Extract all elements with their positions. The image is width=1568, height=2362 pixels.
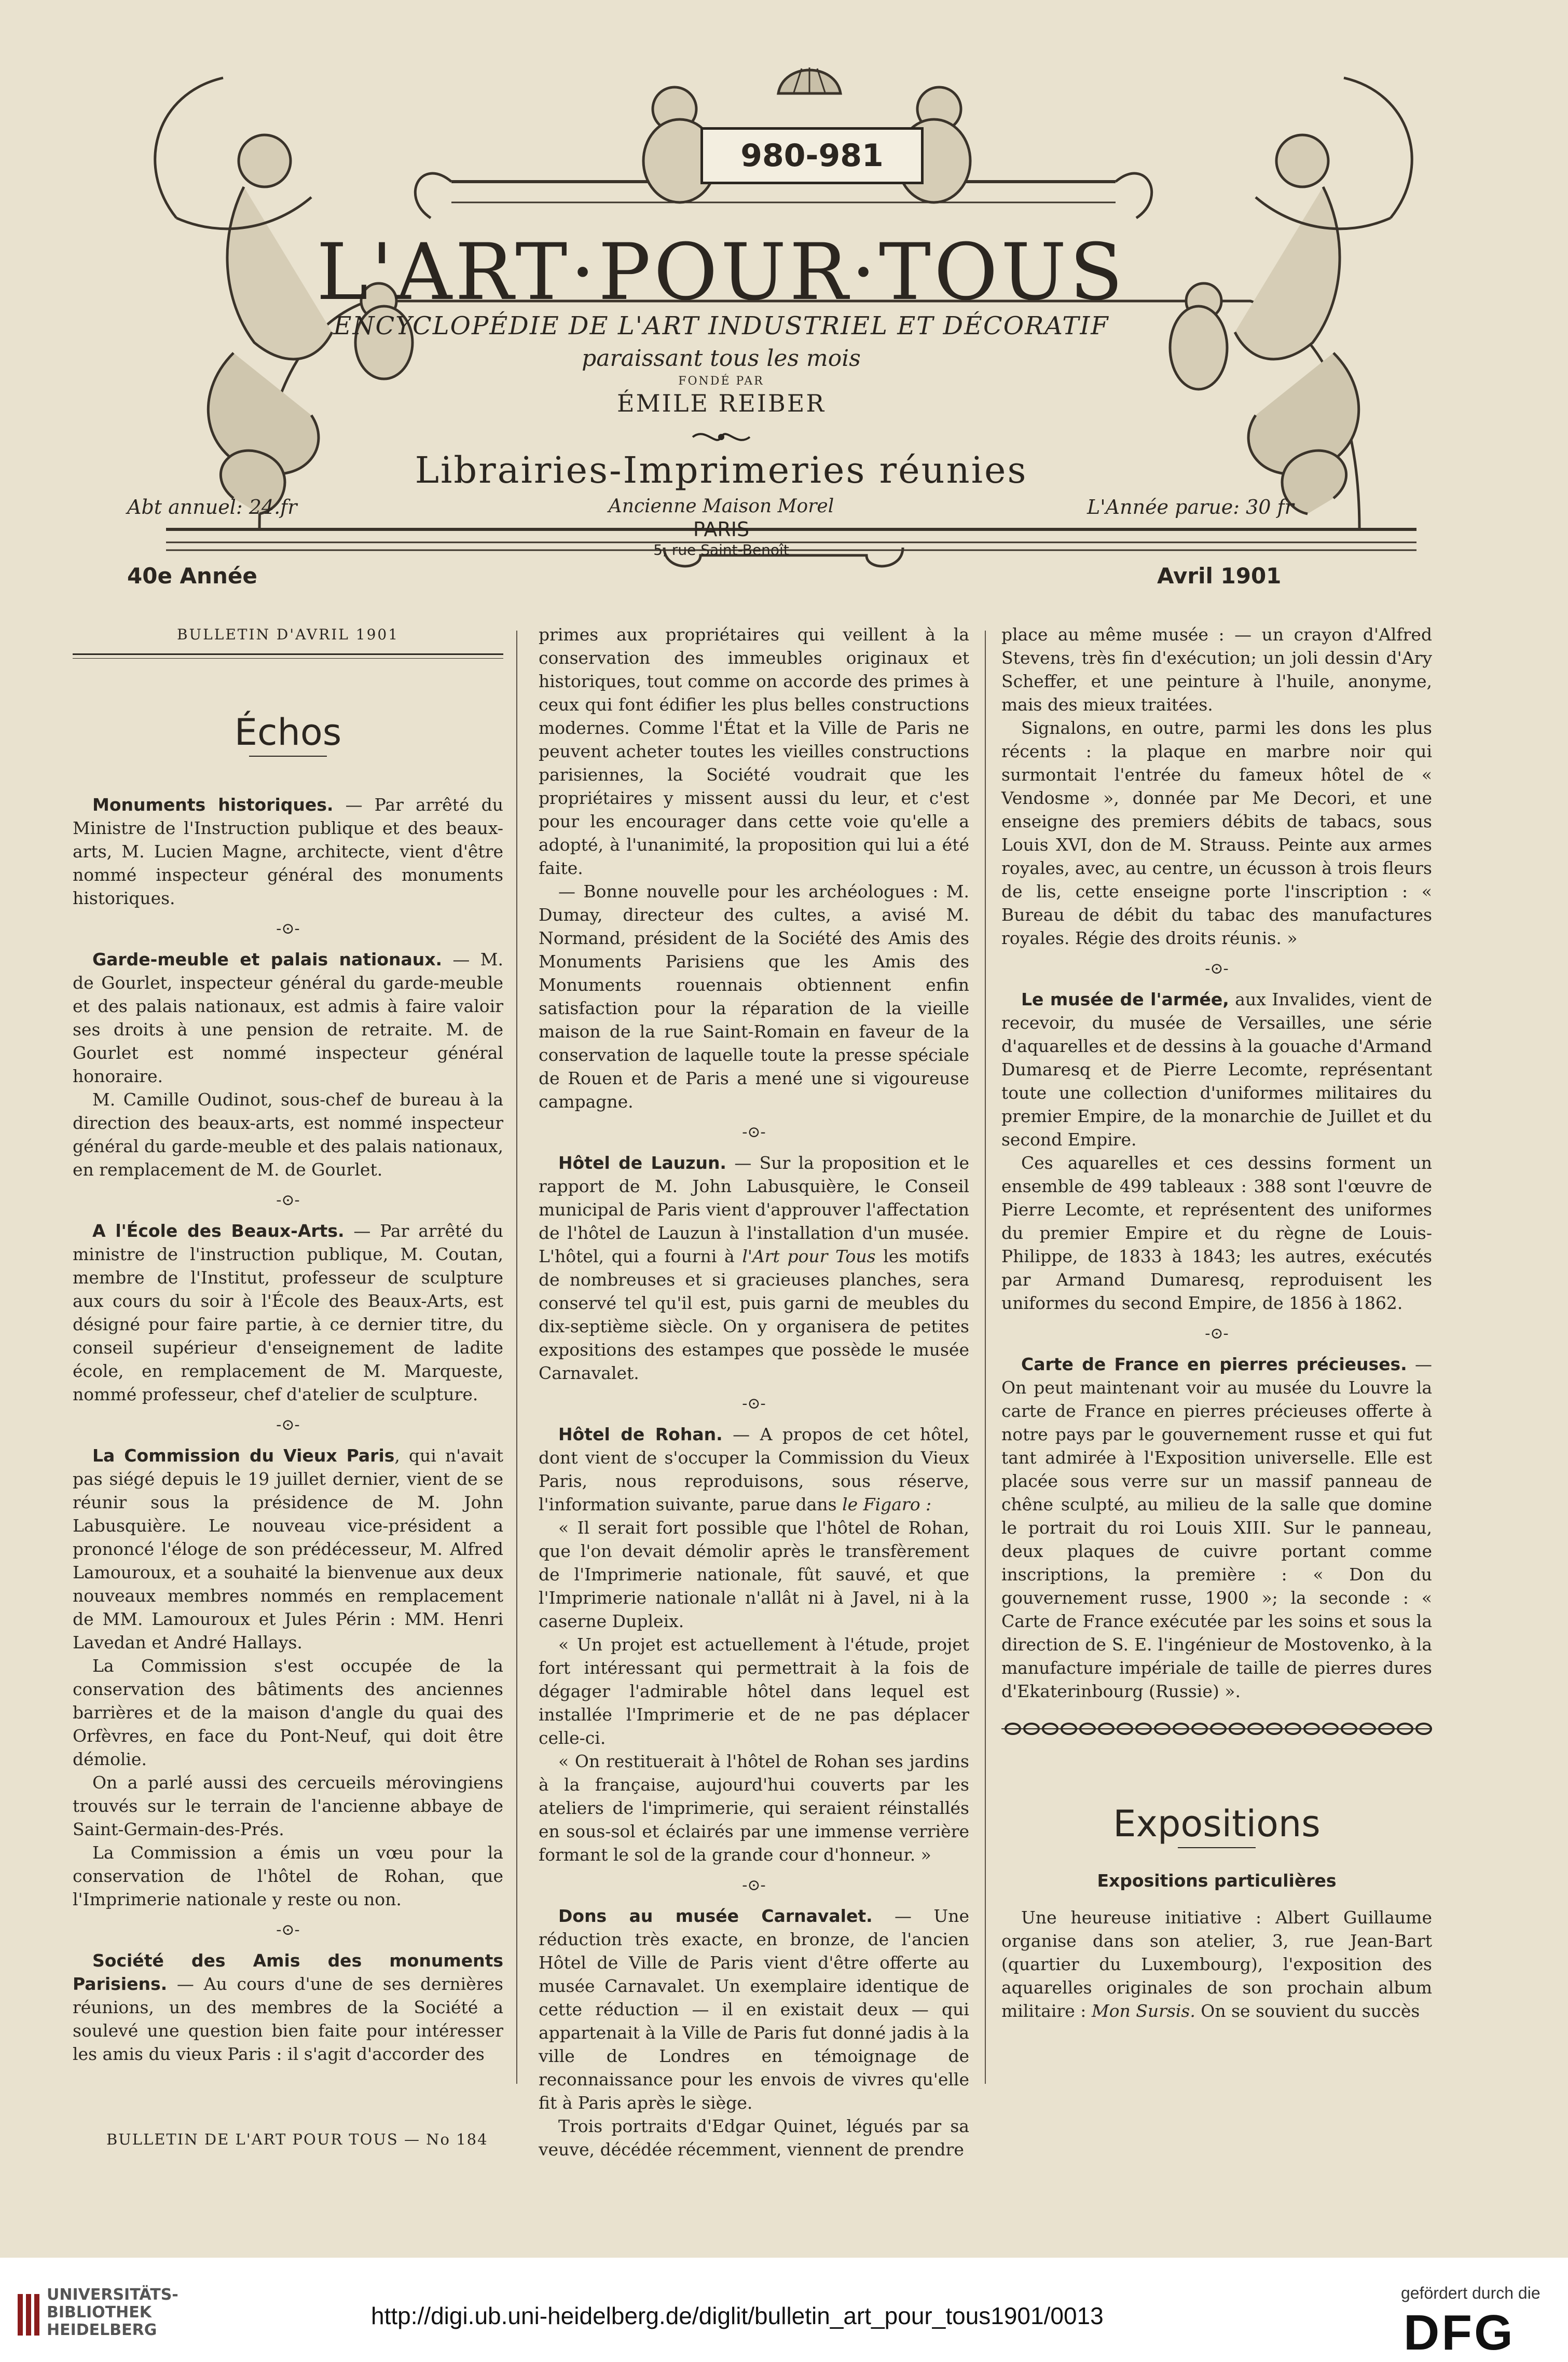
- volume-year: 40e Année: [127, 563, 257, 589]
- article-paragraph: Signalons, en outre, parmi les dons les plus récents : la plaque en marbre noir qui surmontait l'entrée du fameux hôtel de « Vendosme », donnée par Me Decori, et une enseigne des premiers débits de tabacs, sous Louis XVI, don de M. Strauss. Peinte aux armes royales, avec, au centre, un écusson à trois fleurs de lis, cette enseigne porte l'inscription : « Bureau de débit du tabac des manufactures royales. Régie des droits réunis. »: [1001, 718, 1432, 948]
- section-title-expositions: Expositions: [1113, 1803, 1321, 1845]
- article-societe-amis: [73, 1949, 503, 2066]
- article-paragraph: place au même musée : — un crayon d'Alfred Stevens, très fin d'exécution; un joli dessin d'Ary Scheffer, et une peinture à l'huile, anonyme, mais des mieux traitées.: [1001, 624, 1432, 715]
- university-line: UNIVERSITÄTS-: [47, 2286, 178, 2304]
- publisher-address: 5, rue Saint-Benoît: [653, 541, 789, 558]
- article-vieux-paris: [73, 1444, 503, 1654]
- column-3: [1001, 623, 1432, 2023]
- article-head: Société des Amis des monuments Parisiens.: [73, 1950, 503, 1994]
- article-italic: le Figaro :: [842, 1494, 932, 1514]
- university-line: BIBLIOTHEK: [47, 2303, 152, 2322]
- founder-name: ÉMILE REIBER: [616, 389, 826, 417]
- page-footer: BULLETIN DE L'ART POUR TOUS — No 184: [106, 2131, 488, 2148]
- article-guillaume: [1001, 1906, 1432, 2023]
- issue-date: Avril 1901: [1157, 563, 1282, 589]
- article-paragraph: primes aux propriétaires qui veillent à la conservation des immeubles originaux et historiques, tout comme on accorde des primes à ceux qui font édifier les plus belles constructions modernes. Comme l'État et la Ville de Paris ne peuvent acheter toutes les vieilles constructions parisiennes, la Société voudrait que les propriétaires y missent aussi du leur, et c'est pour les encourager dans cette voie qu'elle a adopté, à l'unanimité, la proposition qui lui a été faite.: [539, 624, 969, 878]
- founded-by-label: FONDÉ PAR: [678, 375, 764, 388]
- issue-number: 980-981: [700, 127, 924, 184]
- article-paragraph: « On restituerait à l'hôtel de Rohan ses jardins à la française, aujourd'hui couverts par les ateliers de l'imprimerie, qui seraient réinstallés en sous-sol et éclairés par une immense verrière formant le sol de la grande cour d'honneur. »: [539, 1751, 969, 1865]
- separator: -⊙-: [276, 1191, 300, 1209]
- title-rule: [249, 756, 327, 757]
- article-paragraph: — Bonne nouvelle pour les archéologues : M. Dumay, directeur des cultes, a avisé M. Normand, président de la Société des Amis des Monuments Parisiens que les Amis des Monuments rouennais obtiennent enfin satisfaction pour la réparation de la vieille maison de la rue Saint-Romain en faveur de la conservation de laquelle toute la presse spéciale de Rouen et de Paris a mené une si vigoureuse campagne.: [539, 881, 969, 1112]
- separator: -⊙-: [1205, 1325, 1229, 1343]
- article-italic: l'Art pour Tous: [742, 1246, 876, 1266]
- article-text: — A propos de cet hôtel, dont vient de s'occuper la Commission du Vieux Paris, nous reproduisons, sous réserve, l'information suivante, parue dans: [539, 1424, 969, 1514]
- article-paragraph: Trois portraits d'Edgar Quinet, légués par sa veuve, décédée récemment, viennent de prendre: [539, 2116, 969, 2160]
- subscription-price: Abt annuel: 24.fr: [127, 496, 297, 518]
- journal-title: L'ART·POUR·TOUS: [316, 227, 1126, 318]
- separator: -⊙-: [742, 1876, 766, 1894]
- separator: -⊙-: [276, 1921, 300, 1939]
- article-monuments: [73, 793, 503, 910]
- article-rohan: [539, 1423, 969, 1516]
- ornament-icon: [690, 427, 752, 447]
- article-paragraph: Ces aquarelles et ces dessins forment un ensemble de 499 tableaux : 388 sont l'œuvre de Pierre Lecomte, et représentent des uniformes du premier Empire et du règne de Louis-Philippe, de 1833 à 1843; les autres, exécutés par Armand Dumaresq, reproduisent les uniformes du second Empire, de 1856 à 1862.: [1001, 1153, 1432, 1313]
- column-2: [539, 623, 969, 2161]
- permalink[interactable]: http://digi.ub.uni-heidelberg.de/diglit/bulletin_art_pour_tous1901/0013: [371, 2302, 1104, 2329]
- periodicity: paraissant tous les mois: [582, 345, 861, 372]
- bulletin-heading: BULLETIN D'AVRIL 1901: [176, 626, 400, 643]
- article-text: — M. de Gourlet, inspecteur général du garde-meuble et des palais nationaux, est admis à faire valoir ses droits à une pension de retraite. M. de Gourlet est nommé inspecteur général honoraire.: [73, 949, 503, 1086]
- publisher-name: Librairies-Imprimeries réunies: [415, 449, 1028, 491]
- article-head: Monuments historiques.: [92, 795, 334, 815]
- annual-price: L'Année parue: 30 fr: [1087, 496, 1294, 518]
- article-garde-meuble: [73, 948, 503, 1088]
- separator: -⊙-: [276, 920, 300, 938]
- article-text: aux Invalides, vient de recevoir, du musée de Versailles, une série d'aquarelles et de dessins à la gouache d'Armand Dumaresq et de Pierre Lecomte, représentant toute une collection d'uniformes militaires du premier Empire, de la monarchie de Juillet et du second Empire.: [1001, 989, 1432, 1150]
- university-logo-icon: [15, 2289, 43, 2341]
- funding-label: gefördert durch die: [1401, 2284, 1541, 2302]
- subsection-title: Expositions particulières: [1097, 1871, 1337, 1891]
- article-text: Une heureuse initiative : Albert Guillaume organise dans son atelier, 3, rue Jean-Bart (quartier du Luxembourg), l'exposition des aquarelles originales de son prochain album militaire :: [1001, 1907, 1432, 2021]
- former-house: Ancienne Maison Morel: [608, 496, 834, 517]
- article-musee-armee: [1001, 988, 1432, 1151]
- article-paragraph: « Un projet est actuellement à l'étude, projet fort intéressant qui permettrait à la fois de dégager l'admirable hôtel dans lequel est installée l'Imprimerie et de ne pas déplacer celle-ci.: [539, 1634, 969, 1748]
- dfg-logo: DFG: [1404, 2305, 1515, 2360]
- article-italic: Mon Sursis.: [1091, 2001, 1195, 2021]
- article-lauzun: [539, 1151, 969, 1385]
- title-rule: [1178, 1847, 1256, 1848]
- column-1: [73, 623, 503, 2066]
- article-head: A l'École des Beaux-Arts.: [92, 1221, 345, 1241]
- separator: -⊙-: [1205, 960, 1229, 978]
- publisher-city: PARIS: [693, 518, 750, 541]
- university-line: HEIDELBERG: [47, 2321, 157, 2339]
- article-text: les motifs de nombreuses et si gracieuses planches, sera conservé tel qu'il est, puis garni de meubles du dix-septième siècle. On y organisera de petites expositions des estampes que possède le musée Carnavalet.: [539, 1246, 970, 1383]
- column-divider: [985, 631, 986, 2084]
- column-divider: [516, 631, 517, 2084]
- article-head: Carte de France en pierres précieuses.: [1021, 1354, 1407, 1374]
- article-text: — Par arrêté du Ministre de l'Instruction publique et des beaux-arts, M. Lucien Magne, architecte, vient d'être nommé inspecteur général des monuments historiques.: [73, 795, 503, 908]
- article-paragraph: « Il serait fort possible que l'hôtel de Rohan, que l'on devait démolir après le transfèrement de l'Imprimerie nationale, fût sauvé, et que l'Imprimerie nationale n'allât ni à Javel, ni à la caserne Dupleix.: [539, 1518, 969, 1631]
- article-carnavalet: [539, 1904, 969, 2114]
- separator: -⊙-: [276, 1416, 300, 1434]
- article-paragraph: M. Camille Oudinot, sous-chef de bureau à la direction des beaux-arts, est nommé inspecteur général du garde-meuble et des palais nationaux, en remplacement de M. de Gourlet.: [73, 1089, 503, 1180]
- article-beaux-arts: [73, 1219, 503, 1406]
- article-carte-france: [1001, 1353, 1432, 1703]
- double-rule: [73, 653, 503, 659]
- journal-subtitle: ENCYCLOPÉDIE DE L'ART INDUSTRIEL ET DÉCORATIF: [333, 311, 1109, 340]
- article-head: Hôtel de Lauzun.: [558, 1153, 726, 1173]
- article-head: Garde-meuble et palais nationaux.: [92, 949, 443, 970]
- article-paragraph: La Commission s'est occupée de la conservation des bâtiments des anciennes barrières et de la maison d'angle du quai des Orfèvres, en face du Pont-Neuf, qui doit être démolie.: [73, 1656, 503, 1769]
- university-name: [47, 2286, 178, 2339]
- chain-ornament-icon: [1001, 1718, 1432, 1739]
- article-text: , qui n'avait pas siégé depuis le 19 juillet dernier, vient de se réunir sous la présidence de M. John Labusquière. Le nouveau vice-président a prononcé l'éloge de son prédécesseur, M. Alfred Lamouroux, et a souhaité la bienvenue aux deux nouveaux membres nommés en remplacement de MM. Lamouroux et Jules Périn : MM. Henri Lavedan et André Hallays.: [73, 1445, 503, 1653]
- separator: -⊙-: [742, 1123, 766, 1141]
- article-text: — On peut maintenant voir au musée du Louvre la carte de France en pierres précieuses offerte à notre pays par le gouvernement russe et qui fut tant admirée à l'Exposition universelle. Elle est placée sous verre sur un massif panneau de chêne sculpté, au milieu de la salle que domine le portrait du roi Louis XIII. Sur le panneau, deux plaques de cuivre portant comme inscriptions, la première : « Don du gouvernement russe, 1900 »; la seconde : « Carte de France exécutée par les soins et sous la direction de S. E. l'ingénieur de Mostovenko, à la manufacture impériale de taille de pierres dures d'Ekaterinbourg (Russie) ».: [1001, 1354, 1432, 1701]
- article-text: — Par arrêté du ministre de l'instruction publique, M. Coutan, membre de l'Institut, professeur de sculpture aux cours du soir à l'École des Beaux-Arts, est désigné pour faire partie, à ce dernier titre, du conseil supérieur d'enseignement de ladite école, en remplacement de M. Marqueste, nommé professeur, chef d'atelier de sculpture.: [73, 1221, 503, 1404]
- article-head: Hôtel de Rohan.: [558, 1424, 723, 1444]
- article-head: Le musée de l'armée,: [1021, 989, 1229, 1009]
- article-head: Dons au musée Carnavalet.: [558, 1906, 873, 1926]
- article-text: On se souvient du succès: [1195, 2001, 1420, 2021]
- separator: -⊙-: [742, 1395, 766, 1413]
- article-text: — Au cours d'une de ses dernières réunions, un des membres de la Société a soulevé une question bien faite pour intéresser les amis du vieux Paris : il s'agit d'accorder des: [73, 1974, 503, 2064]
- article-text: — Une réduction très exacte, en bronze, de l'ancien Hôtel de Ville de Paris vient d'être offerte au musée Carnavalet. Un exemplaire identique de cette réduction — il en existait deux — qui appartenait à la Ville de Paris fut donné jadis à la ville de Londres en témoignage de reconnaissance pour les envois de vivres qu'elle fit à Paris après le siège.: [539, 1906, 969, 2113]
- article-head: La Commission du Vieux Paris: [92, 1445, 395, 1466]
- article-text: — Sur la proposition et le rapport de M. John Labusquière, le Conseil municipal de Paris vient d'approuver l'affectation de l'hôtel de Lauzun à l'installation d'un musée. L'hôtel, qui a fourni à: [539, 1153, 969, 1266]
- article-paragraph: La Commission a émis un vœu pour la conservation de l'hôtel de Rohan, que l'Imprimerie nationale y reste ou non.: [73, 1842, 503, 1909]
- section-title-echos: Échos: [234, 711, 342, 754]
- article-paragraph: On a parlé aussi des cercueils mérovingiens trouvés sur le terrain de l'ancienne abbaye de Saint-Germain-des-Prés.: [73, 1772, 503, 1839]
